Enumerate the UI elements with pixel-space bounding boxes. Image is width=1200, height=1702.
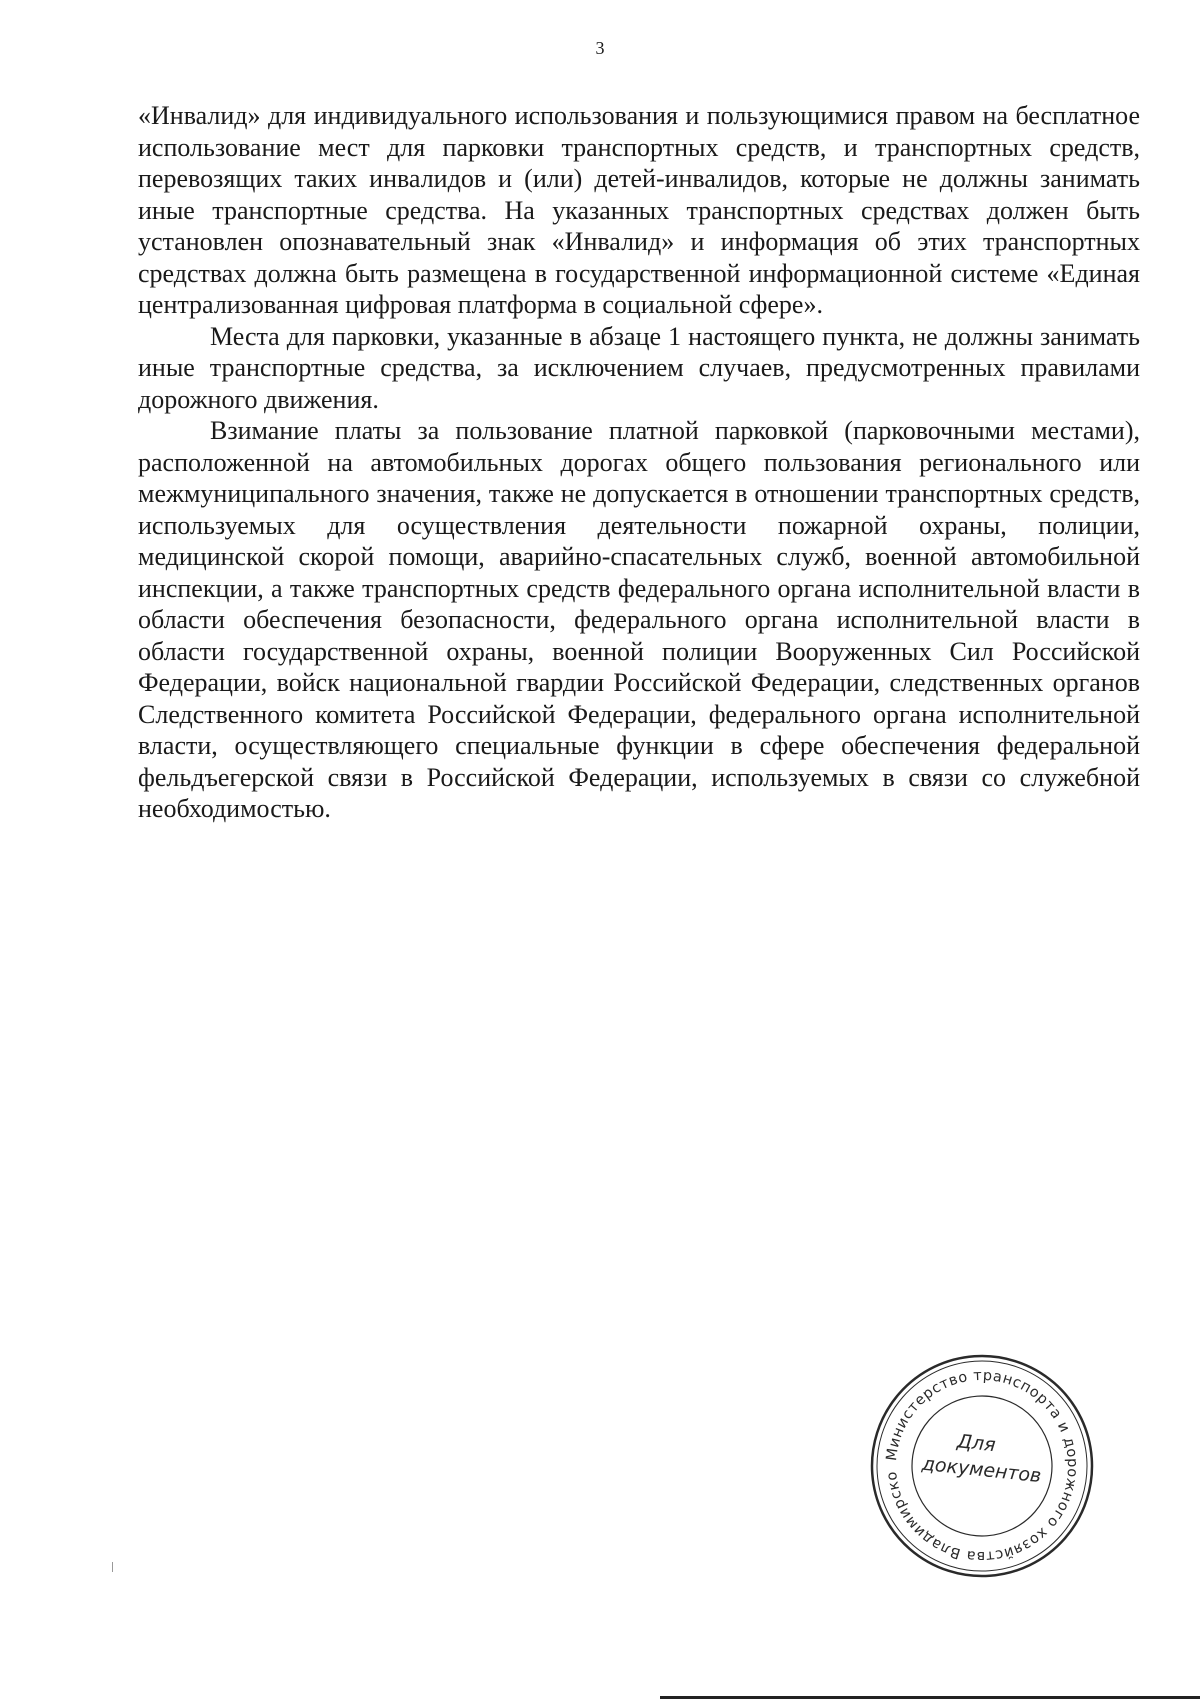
document-body [138, 100, 1140, 825]
paragraph-parking-fee: Взимание платы за пользование платной парковкой (парковочными местами), расположенной на автомобильных дорогах общего пользования регионального или межмуниципального значения, также не допускается в отношении транспортных средств, используемых для осуществления деятельности пожарной охраны, полиции, медицинской скорой помощи, аварийно-спасательных служб, военной автомобильной инспекции, а также транспортных средств федерального органа исполнительной власти в области обеспечения безопасности, федерального органа исполнительной власти в области государственной охраны, военной полиции Вооруженных Сил Российской Федерации, войск национальной гвардии Российской Федерации, следственных органов Следственного комитета Российской Федерации, федерального органа исполнительной власти, осуществляющего специальные функции в сфере обеспечения федеральной фельдъегерской связи в Российской Федерации, используемых в связи со служебной необходимостью. [138, 416, 1140, 823]
stamp-seal-icon [860, 1344, 1103, 1587]
page-number: 3 [595, 38, 605, 58]
paragraph-continuation: «Инвалид» для индивидуального использования и пользующимися правом на бесплатное использование мест для парковки транспортных средств, и транспортных средств, перевозящих таких инвалидов и (или) детей-инвалидов, которые не должны занимать иные транспортные средства. На указанных транспортных средствах должен быть установлен опознавательный знак «Инвалид» и информация об этих транспортных средствах должна быть размещена в государственной информационной системе «Единая централизованная цифровая платформа в социальной сфере». [138, 101, 1140, 319]
margin-mark [112, 1562, 113, 1572]
paragraph-parking-places: Места для парковки, указанные в абзаце 1 настоящего пункта, не должны занимать иные транспортные средства, за исключением случаев, предусмотренных правилами дорожного движения. [138, 321, 1140, 414]
stamp-center-line-2: документов [920, 1452, 1043, 1488]
stamp-ring-text: Министерство транспорта и дорожного хозяйства Владимирской области [860, 1347, 1081, 1565]
bottom-rule [660, 1696, 1200, 1699]
ministry-stamp [860, 1347, 1096, 1580]
stamp-center-line-1: Для [956, 1430, 997, 1457]
